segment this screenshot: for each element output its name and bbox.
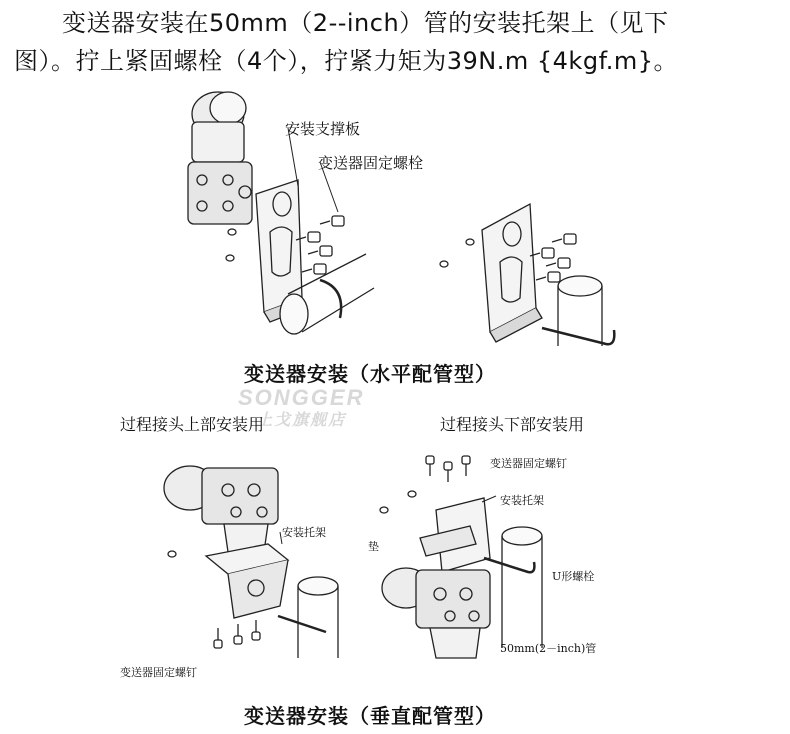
label-pipe: 50mm(2－inch)管 bbox=[500, 642, 597, 655]
heading-lower-connection: 过程接头下部安装用 bbox=[440, 415, 585, 434]
label-bracket-right: 安装托架 bbox=[500, 494, 544, 507]
vertical-mount-drawing-left bbox=[150, 448, 360, 668]
label-nut: 垫 bbox=[368, 540, 379, 553]
label-support-plate: 安装支撑板 bbox=[285, 120, 361, 138]
label-fixing-screw-left: 变送器固定螺钉 bbox=[120, 666, 197, 679]
caption-horizontal-piping: 变送器安装（水平配管型） bbox=[244, 362, 496, 386]
heading-upper-connection: 过程接头上部安装用 bbox=[120, 415, 265, 434]
label-fixing-screw-right: 变送器固定螺钉 bbox=[490, 457, 567, 470]
label-u-bolt: U形螺栓 bbox=[552, 570, 595, 583]
intro-paragraph bbox=[14, 4, 784, 80]
intro-line-2: 图）。拧上紧固螺栓（4个），拧紧力矩为39N.m {4kgf.m}。 bbox=[14, 47, 679, 75]
horizontal-mount-drawing-right bbox=[430, 190, 630, 350]
vertical-mount-drawing-right bbox=[360, 448, 560, 672]
label-bracket-left: 安装托架 bbox=[282, 526, 326, 539]
caption-vertical-piping: 变送器安装（垂直配管型） bbox=[244, 704, 496, 728]
watermark: SONGGER 上戈旗舰店 bbox=[238, 385, 365, 429]
intro-line-1: 变送器安装在50mm（2--inch）管的安装托架上（见下 bbox=[62, 9, 669, 37]
label-fixing-bolt: 变送器固定螺栓 bbox=[318, 154, 424, 172]
